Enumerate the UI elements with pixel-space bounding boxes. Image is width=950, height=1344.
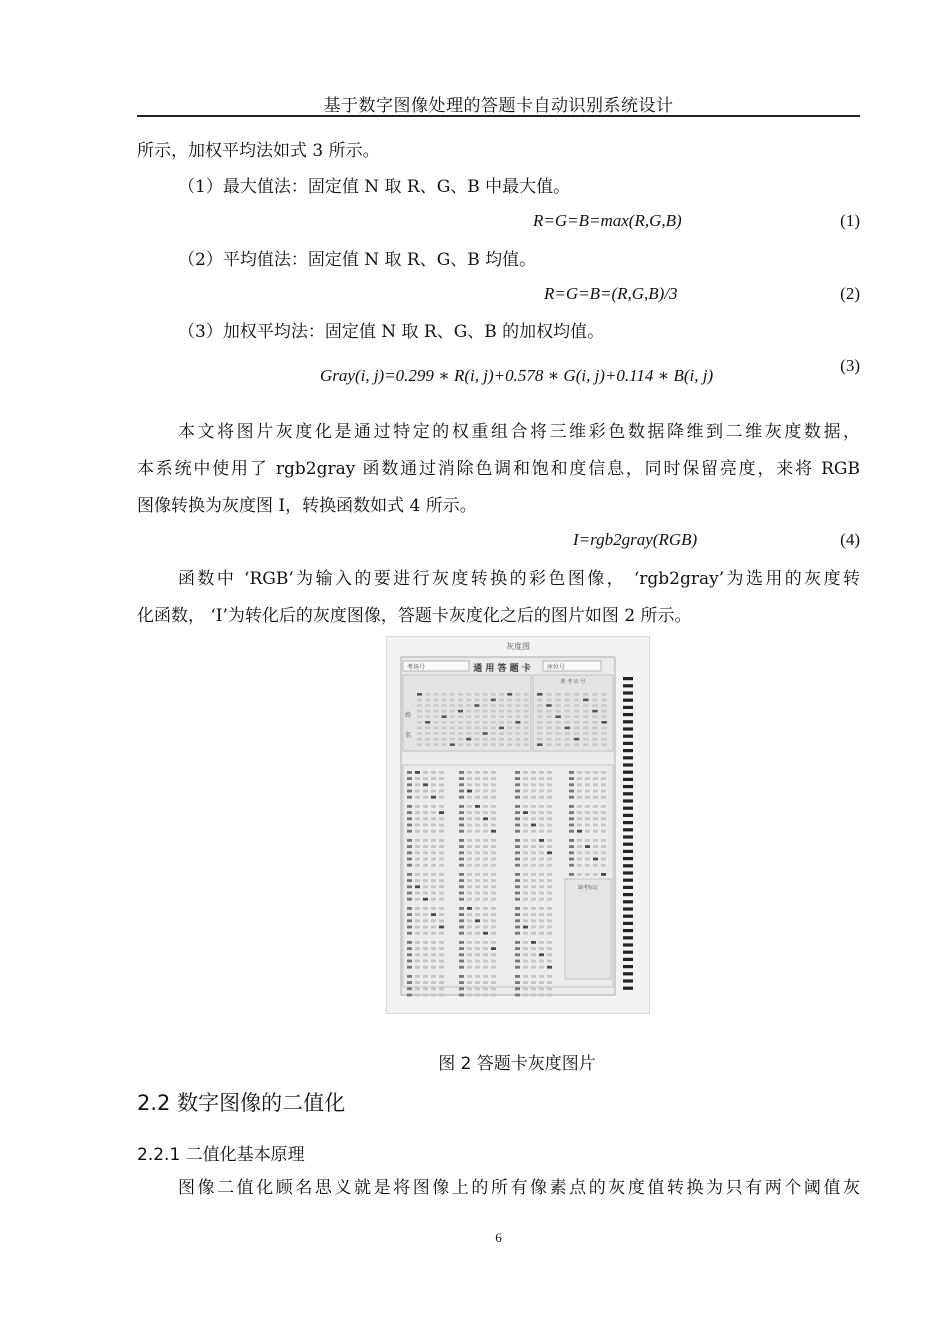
header-rule xyxy=(137,115,860,117)
name-label-a: 姓 xyxy=(405,712,412,719)
list-item-weighted: （3）加权平均法：固定值 N 取 R、G、B 的加权均值。 xyxy=(178,322,605,342)
ticket-label: 准 考 证 号 xyxy=(560,679,586,685)
exam-no-label: 考场号 xyxy=(407,664,426,671)
name-label-b: 名 xyxy=(405,732,412,739)
page-number: 6 xyxy=(495,1230,502,1245)
seat-no-label: 座位号 xyxy=(547,664,566,671)
absent-marker-label: 缺考标记 xyxy=(577,885,599,891)
equation-1-number: (1) xyxy=(840,211,860,230)
paragraph-line: 函数中 ‘RGB’为输入的要进行灰度转换的彩色图像， ‘rgb2gray’为选用的灰度转 xyxy=(178,569,860,589)
figure-title: 灰度图 xyxy=(506,642,530,651)
equation-4-number: (4) xyxy=(840,530,860,549)
text-line: 所示，加权平均法如式 3 所示。 xyxy=(137,141,380,161)
paragraph-line: 本文将图片灰度化是通过特定的权重组合将三维彩色数据降维到二维灰度数据， xyxy=(178,422,860,442)
list-item-mean: （2）平均值法：固定值 N 取 R、G、B 均值。 xyxy=(178,250,537,270)
subsection-heading: 2.2.1 二值化基本原理 xyxy=(137,1145,305,1165)
equation-3-number: (3) xyxy=(840,356,860,375)
equation-2: R=G=B=(R,G,B)/3 xyxy=(544,284,678,303)
paragraph-line: 本系统中使用了 rgb2gray 函数通过消除色调和饱和度信息，同时保留亮度，来将 RGB xyxy=(137,459,860,479)
list-item-max: （1）最大值法：固定值 N 取 R、G、B 中最大值。 xyxy=(178,177,571,197)
answer-sheet-image xyxy=(387,637,649,1013)
answer-sheet-figure xyxy=(386,636,650,1014)
paragraph-line: 图像二值化顾名思义就是将图像上的所有像素点的灰度值转换为只有两个阈值灰 xyxy=(178,1178,860,1198)
running-header: 基于数字图像处理的答题卡自动识别系统设计 xyxy=(323,96,674,116)
card-title: 通 用 答 题 卡 xyxy=(473,664,531,674)
equation-1: R=G=B=max(R,G,B) xyxy=(533,211,682,230)
equation-4: I=rgb2gray(RGB) xyxy=(573,530,698,549)
equation-3: Gray(i, j)=0.299 ∗ R(i, j)+0.578 ∗ G(i, j)+0.114 ∗ B(i, j) xyxy=(320,366,714,385)
section-heading: 2.2 数字图像的二值化 xyxy=(137,1091,346,1115)
paragraph-line: 图像转换为灰度图 I，转换函数如式 4 所示。 xyxy=(137,496,477,516)
figure-caption: 图 2 答题卡灰度图片 xyxy=(438,1054,596,1074)
paragraph-line: 化函数， ‘I’为转化后的灰度图像，答题卡灰度化之后的图片如图 2 所示。 xyxy=(137,606,692,626)
equation-2-number: (2) xyxy=(840,284,860,303)
